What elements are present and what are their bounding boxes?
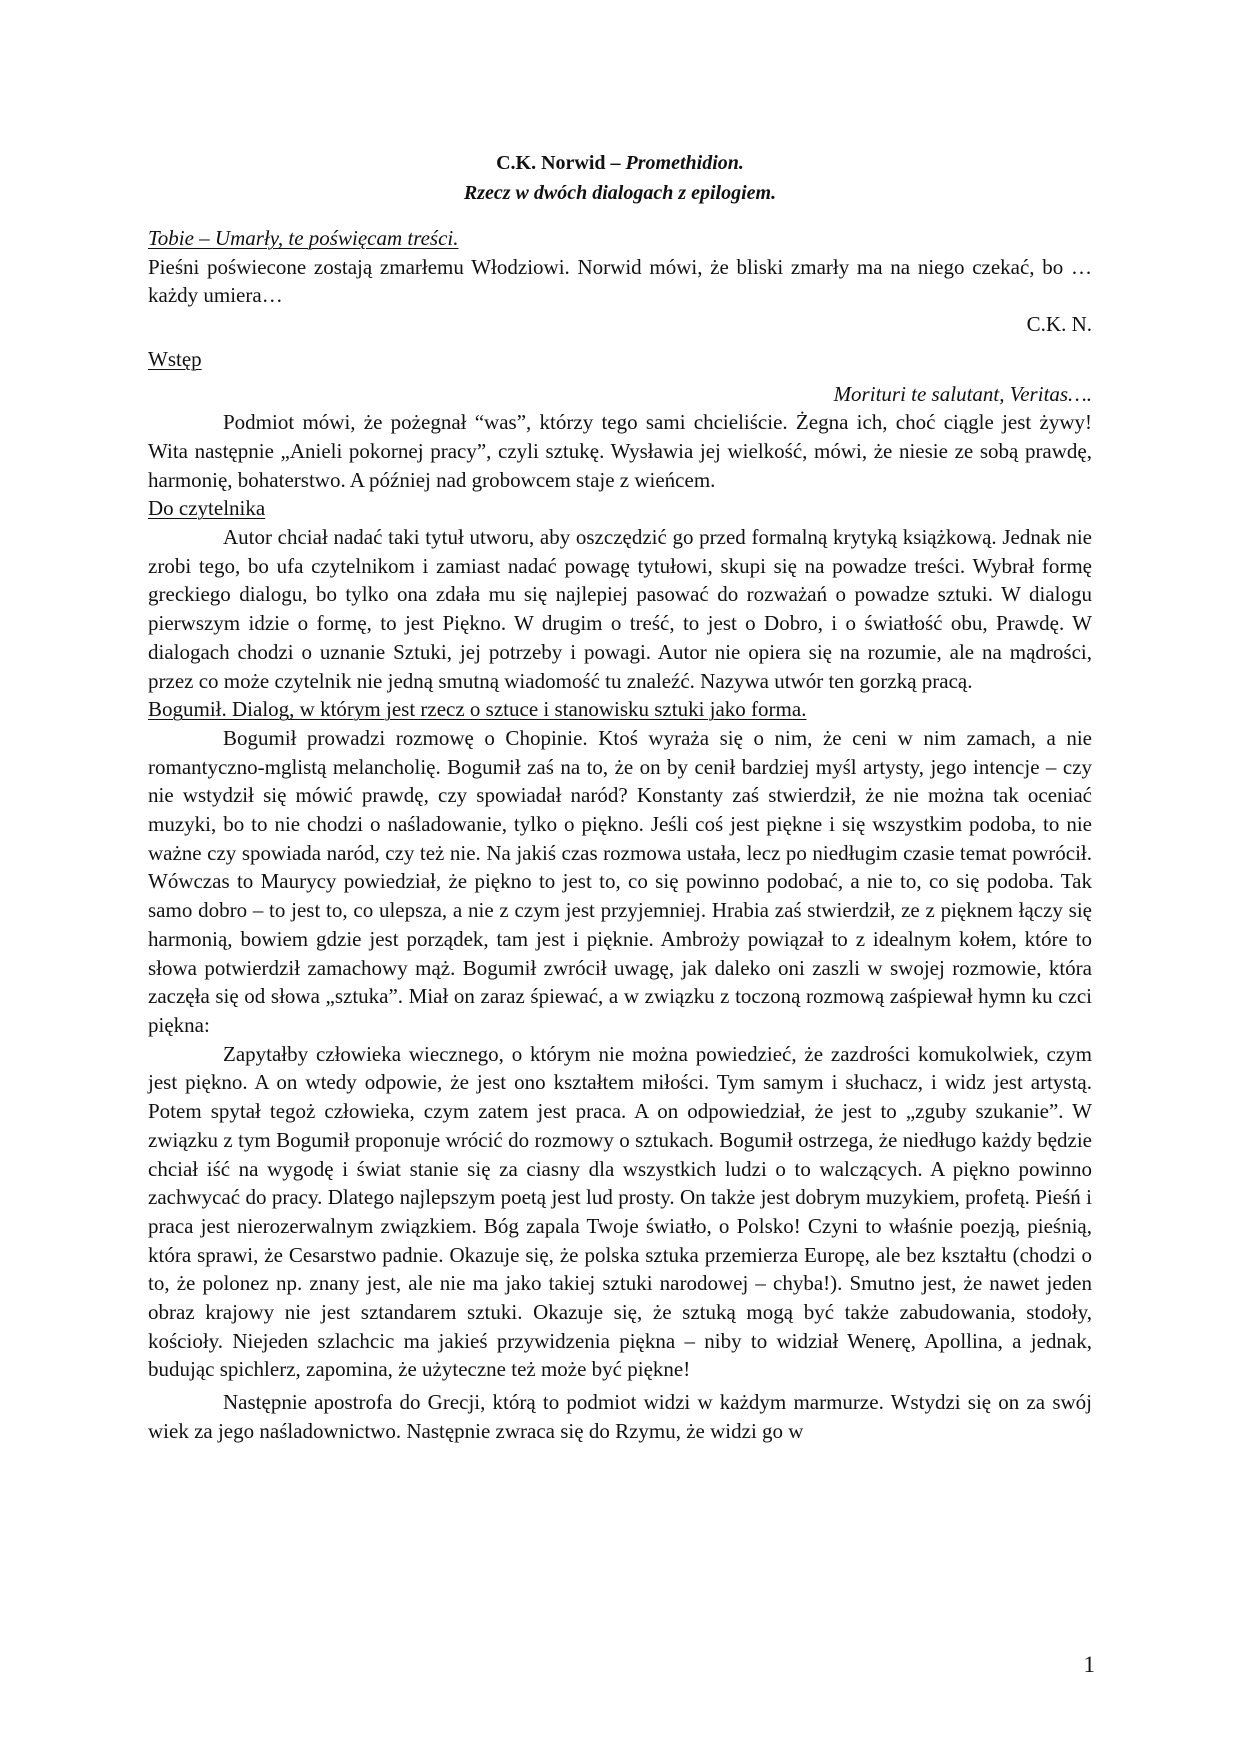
reader-paragraph: Autor chciał nadać taki tytuł utworu, aby oszczędzić go przed formalną krytyką książkową. Jednak nie zrobi tego, bo ufa czytelnikom i zamiast nadać powagę tytułowi, skupi się na powadze treści. Wybrał formę greckiego dialogu, bo tylko ona zdała mu się najlepiej pasować do rozważań o powadze sztuki. W dialogu pierwszym idzie o formę, to jest Piękno. W drugim o treść, to jest o Dobro, i o światłość obu, Prawdę. W dialogach chodzi o uznanie Sztuki, jej potrzeby i powagi. Autor nie opiera się na rozumie, ale na mądrości, przez co może czytelnik nie jedną smutną wiadomość tu znaleźć. Nazywa utwór ten gorzką pracą.	[148, 525, 1092, 693]
dedication-paragraph: Pieśni poświecone zostają zmarłemu Włodziowi. Norwid mówi, że bliski zmarły ma na niego czekać, bo … każdy umiera…	[148, 254, 1092, 308]
title-author: C.K. Norwid –	[496, 152, 626, 174]
page-number: 1	[1083, 1652, 1095, 1677]
document-subtitle: Rzecz w dwóch dialogach z epilogiem.	[463, 182, 777, 204]
dedication-heading: Tobie – Umarły, te poświęcam treści.	[148, 226, 459, 250]
intro-heading: Wstęp	[148, 346, 202, 371]
bogumil-paragraph-3: Następnie apostrofa do Grecji, którą to podmiot widzi w każdym marmurze. Wstydzi się on za swój wiek za jego naśladownictwo. Następnie zwraca się do Rzymu, że widzi go w	[148, 1390, 1092, 1443]
epigraph: Morituri te salutant, Veritas….	[833, 381, 1092, 406]
title-work: Promethidion.	[625, 152, 744, 174]
bogumil-paragraph-1: Bogumił prowadzi rozmowę o Chopinie. Ktoś wyraża się o nim, że ceni w nim zamach, a nie romantyczno-mglistą melancholię. Bogumił zaś na to, że on by cenił bardziej myśl artysty, jego intencje – czy nie wstydził się mówić prawdę, czy spowiadał naród? Konstanty zaś stwierdził, że nie można tak oceniać muzyki, bo to nie chodzi o naśladowanie, tylko o piękno. Jeśli coś jest piękne i się wszystkim podoba, to nie ważne czy spowiada naród, czy też nie. Na jakiś czas rozmowa ustała, lecz po niedługim czasie temat powrócił. Wówczas to Maurycy powiedział, że piękno to jest to, co się powinno podobać, a nie to, co się podoba. Tak samo dobro – to jest to, co ulepsza, a nie z czym jest przyjemniej. Hrabia zaś stwierdził, ze z pięknem łączy się harmonią, bowiem gdzie jest porządek, tam jest i pięknie. Ambroży powiązał to z idealnym kołem, które to słowa potwierdził zamachowy mąż. Bogumił zwrócił uwagę, jak daleko oni zaszli w swojej rozmowie, która zaczęła się od słowa „sztuka”. Miał on zaraz śpiewać, a w związku z toczoną rozmową zaśpiewał hymn ku czci piękna:	[148, 725, 1092, 1037]
bogumil-heading: Bogumił. Dialog, w którym jest rzecz o sztuce i stanowisku sztuki jako forma.	[148, 697, 807, 722]
document-body	[148, 148, 1092, 1446]
reader-heading: Do czytelnika	[148, 496, 266, 521]
document-title	[148, 148, 1092, 178]
signature: C.K. N.	[1026, 312, 1092, 337]
intro-paragraph: Podmiot mówi, że pożegnał “was”, którzy tego sami chcieliście. Żegna ich, choć ciągle jest żywy! Wita następnie „Anieli pokornej pracy”, czyli sztukę. Wysławia jej wielkość, mówi, że niesie ze sobą prawdę, harmonię, bohaterstwo. A później nad grobowcem staje z wieńcem.	[148, 410, 1092, 492]
bogumil-paragraph-2: Zapytałby człowieka wiecznego, o którym nie można powiedzieć, że zazdrości komukolwiek, czym jest piękno. A on wtedy odpowie, że jest ono kształtem miłości. Tym samym i słuchacz, i widz jest artystą. Potem spytał tegoż człowieka, czym zatem jest praca. A on odpowiedział, że jest to „zguby szukanie”. W związku z tym Bogumił proponuje wrócić do rozmowy o sztukach. Bogumił ostrzega, że niedługo każdy będzie chciał iść na wygodę i świat stanie się za ciasny dla wszystkich ludzi o to walczących. A piękno powinno zachwycać do pracy. Dlatego najlepszym poetą jest lud prosty. On także jest dobrym muzykiem, profetą. Pieśń i praca jest nierozerwalnym związkiem. Bóg zapala Twoje światło, o Polsko! Czyni to właśnie poezją, pieśnią, która sprawi, że Cesarstwo padnie. Okazuje się, że polska sztuka przemierza Europę, ale bez kształtu (chodzi o to, że polonez np. znany jest, ale nie ma jako takiej sztuki narodowej – chyba!). Smutno jest, że nawet jeden obraz krajowy nie jest sztandarem sztuki. Okazuje się, że sztuką mogą być także zabudowania, stodoły, kościoły. Niejeden szlachcic ma jakieś przywidzenia piękna – niby to widział Wenerę, Apollina, a jednak, budując spichlerz, zapomina, że użyteczne też może być piękne!	[148, 1041, 1092, 1382]
